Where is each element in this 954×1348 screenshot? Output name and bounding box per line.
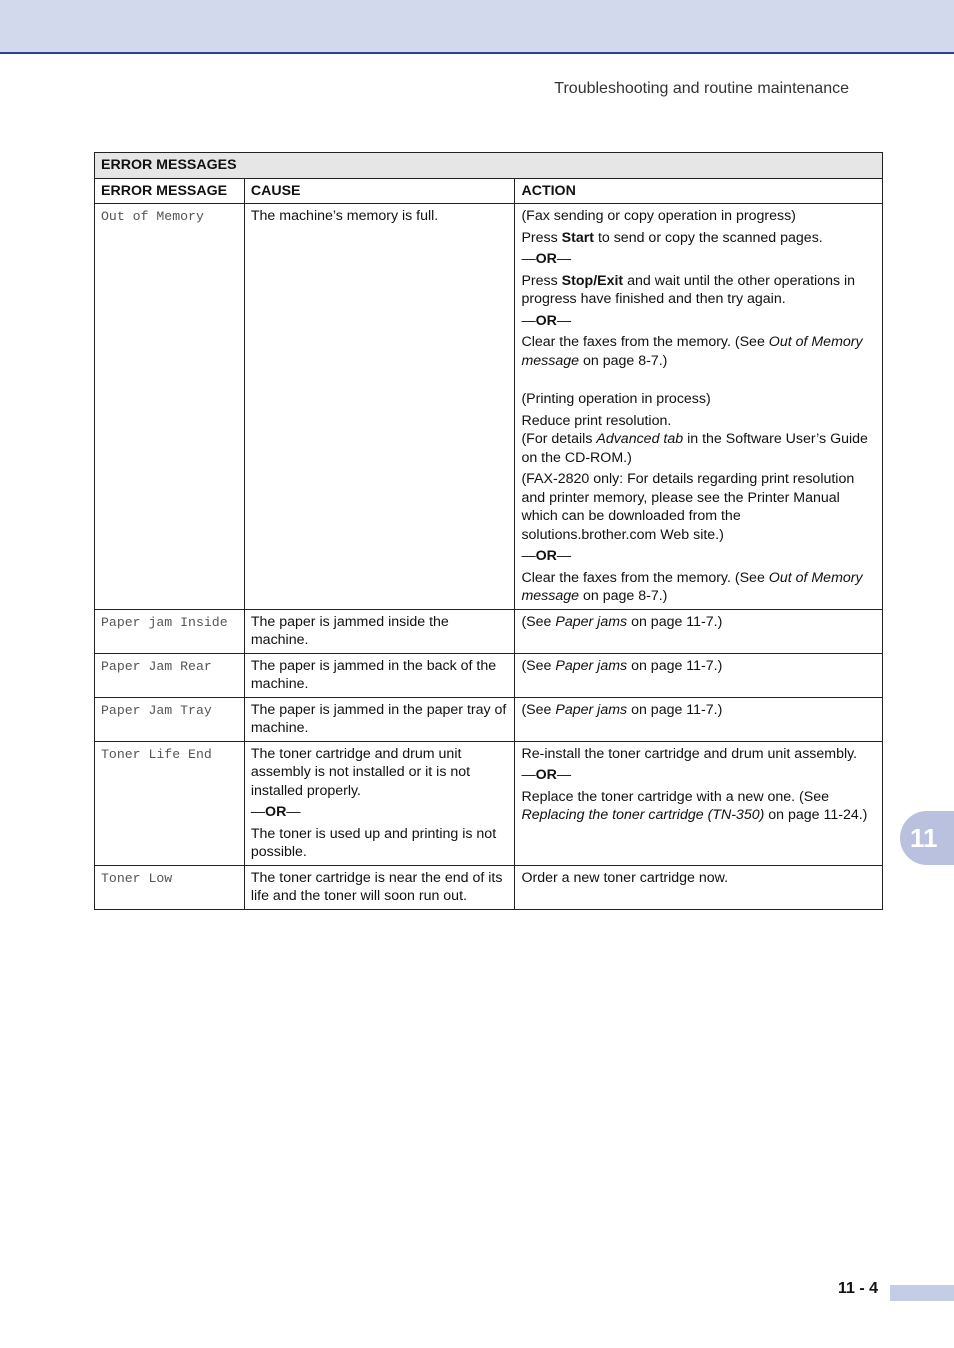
error-message-cell: Paper jam Inside <box>95 609 245 653</box>
cause-text: The toner is used up and printing is not possible. <box>250 825 497 860</box>
action-step: Replace the toner cartridge with a new one. (See Replacing the toner cartridge (TN-350) on page 11-24.) <box>521 788 868 823</box>
or-separator: —OR— <box>521 251 572 267</box>
action-step: Clear the faxes from the memory. (See Out of Memory message on page 8-7.) <box>521 569 863 604</box>
error-message-cell: Toner Low <box>95 865 245 909</box>
cross-reference: Replacing the toner cartridge (TN-350) <box>521 807 765 823</box>
action-cell <box>515 741 883 865</box>
cross-reference: Paper jams <box>555 657 628 674</box>
action-cell: Order a new toner cartridge now. <box>515 865 883 909</box>
cross-reference: Out of Memory message <box>521 334 863 369</box>
table-row <box>95 609 883 653</box>
action-context: (Printing operation in process) <box>521 391 711 407</box>
page-number: 11 - 4 <box>838 1280 879 1297</box>
cross-reference: Paper jams <box>555 701 628 718</box>
cause-cell: The toner cartridge is near the end of its life and the toner will soon run out. <box>244 865 515 909</box>
key-name: Start <box>561 229 594 246</box>
cause-cell: The paper is jammed in the back of the machine. <box>244 653 515 697</box>
table-header-row <box>95 178 883 204</box>
running-header: Troubleshooting and routine maintenance <box>554 80 849 97</box>
action-note: (FAX-2820 only: For details regarding print resolution and printer memory, please see the Printer Manual which can be downloaded from the solutions.brother.com Web site.) <box>521 471 855 543</box>
action-cell: (See Paper jams on page 11-7.) <box>515 653 883 697</box>
action-cell: (See Paper jams on page 11-7.) <box>515 697 883 741</box>
column-header-cause: CAUSE <box>244 178 515 204</box>
top-banner <box>0 0 954 54</box>
action-step: Press Stop/Exit and wait until the other operations in progress have finished and then try again. <box>521 272 856 307</box>
error-message-cell: Out of Memory <box>95 204 245 610</box>
or-separator: —OR— <box>521 767 572 783</box>
cause-cell <box>244 741 515 865</box>
footer-bar <box>890 1285 954 1301</box>
table-row <box>95 697 883 741</box>
table-row <box>95 204 883 610</box>
table-row <box>95 653 883 697</box>
action-cell: (See Paper jams on page 11-7.) <box>515 609 883 653</box>
error-message-cell: Paper Jam Rear <box>95 653 245 697</box>
cross-reference: Out of Memory message <box>521 569 863 604</box>
error-message-cell: Paper Jam Tray <box>95 697 245 741</box>
key-name: Stop/Exit <box>561 272 624 289</box>
or-separator: —OR— <box>521 548 572 564</box>
table-row <box>95 741 883 865</box>
action-step: Press Start to send or copy the scanned pages. <box>521 229 823 246</box>
action-note: (For details Advanced tab in the Software User’s Guide on the CD-ROM.) <box>521 431 868 466</box>
cause-cell: The paper is jammed in the paper tray of machine. <box>244 697 515 741</box>
cause-cell: The paper is jammed inside the machine. <box>244 609 515 653</box>
table-row <box>95 865 883 909</box>
cause-text: The toner cartridge and drum unit assembly is not installed or it is not installed properly. <box>250 745 471 799</box>
or-separator: —OR— <box>521 312 572 329</box>
or-separator: —OR— <box>250 804 301 820</box>
action-step: Reduce print resolution. <box>521 412 672 429</box>
action-cell <box>515 204 883 610</box>
column-header-error-message: ERROR MESSAGE <box>95 178 245 204</box>
action-step: Re-install the toner cartridge and drum unit assembly. <box>521 745 858 762</box>
action-step: Clear the faxes from the memory. (See Out of Memory message on page 8-7.) <box>521 334 863 369</box>
cross-reference: Paper jams <box>555 613 628 630</box>
cause-cell: The machine’s memory is full. <box>244 204 515 610</box>
table-title-row <box>95 153 883 179</box>
table-title: ERROR MESSAGES <box>95 153 883 179</box>
action-context: (Fax sending or copy operation in progress) <box>521 208 796 224</box>
error-messages-table <box>94 152 883 910</box>
error-message-cell: Toner Life End <box>95 741 245 865</box>
chapter-tab: 11 <box>900 811 954 865</box>
cross-reference: Advanced tab <box>596 431 684 447</box>
column-header-action: ACTION <box>515 178 883 204</box>
